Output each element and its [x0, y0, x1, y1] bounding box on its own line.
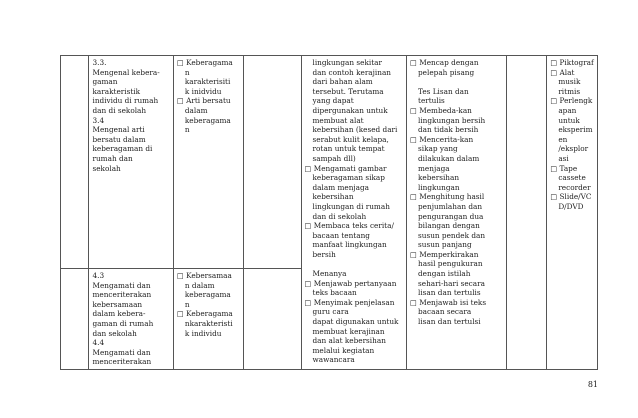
text-line: lingkungan di rumah — [312, 201, 390, 211]
text-line: n — [184, 67, 190, 77]
empty-cell — [243, 269, 301, 370]
kd-cell — [89, 56, 173, 269]
text-line: dengan istilah — [418, 269, 471, 279]
text-line: □ Membaca teks cerita/ — [304, 221, 394, 231]
text-line: menjaga — [418, 163, 450, 173]
text-line: □ Slide/VC — [550, 192, 592, 202]
text-line: lisan dan tertulis — [418, 288, 481, 298]
text-line: serabut kulit kelapa, — [312, 134, 389, 144]
text-line: lingkungan bersih — [418, 115, 486, 125]
text-line — [305, 259, 404, 269]
text-line: /eksplor — [558, 144, 589, 154]
text-line: keberagama — [184, 115, 231, 125]
text-line: □ Menjawab pertanyaan — [304, 278, 397, 288]
text-line: dan di sekolah — [92, 105, 147, 115]
text-line: □ Mencap dengan — [410, 58, 479, 67]
text-line: Mengenal kebera- — [92, 67, 160, 77]
text-line: wawancara — [312, 355, 355, 365]
text-line: menceriterakan — [92, 290, 152, 300]
text-line: hasil pengukuran — [418, 259, 483, 269]
text-line: lingkungan — [418, 182, 460, 192]
text-line: membuat alat — [312, 115, 364, 125]
text-line: bersatu dalam — [92, 134, 146, 144]
text-line: susun pendek dan — [418, 230, 486, 240]
text-line: guru cara — [312, 307, 349, 317]
text-line: bacaan tentang — [312, 230, 370, 240]
text-line: dalam kebera- — [92, 309, 146, 319]
text-line: □ Piktograf — [550, 58, 594, 67]
text-line: rumah dan — [92, 153, 133, 163]
text-line: dalam menjaga — [312, 182, 370, 192]
text-line: □ Alat — [550, 67, 575, 77]
sumber-cell — [547, 56, 598, 370]
text-line: asi — [558, 153, 569, 163]
text-line: □ Mengamati gambar — [304, 163, 387, 173]
table-row — [61, 56, 598, 269]
text-line: karakterisiti — [184, 77, 231, 87]
text-line: kebersihan — [418, 173, 460, 183]
text-line: teks bacaan — [312, 288, 357, 298]
text-line: □ Menghitung hasil — [410, 192, 485, 202]
text-line: untuk — [558, 115, 580, 125]
text-line: tertulis — [418, 96, 445, 106]
text-line: sekolah — [92, 163, 121, 173]
text-line: dipergunakan untuk — [312, 105, 388, 115]
text-line: membuat kerajinan — [312, 326, 385, 336]
number-cell — [61, 269, 89, 370]
text-line: □ Mencerita-kan — [410, 134, 474, 144]
text-line: bacaan secara — [418, 307, 472, 317]
text-line: karakteristik — [92, 86, 141, 96]
text-line: dan contoh kerajinan — [312, 67, 392, 77]
text-line: 3.3. — [92, 58, 107, 67]
text-line: □ Menyimak penjelasan — [304, 297, 395, 307]
text-line: keberagaman sikap — [312, 173, 385, 183]
text-line: □ Kebersamaa — [176, 271, 232, 280]
page-number: 81 — [587, 380, 598, 389]
kd-cell — [89, 269, 173, 370]
text-line: □ Tape — [550, 163, 578, 173]
text-line: k inidvidu — [184, 86, 222, 96]
text-line: dan sekolah — [92, 328, 137, 338]
text-line: bilangan dengan — [418, 221, 480, 231]
text-line: n — [184, 299, 190, 309]
empty-cell — [243, 56, 301, 269]
text-line: □ Arti bersatu — [176, 96, 231, 106]
text-line: dilakukan dalam — [418, 153, 480, 163]
text-line: 4.4 — [92, 338, 105, 348]
text-line: Mengamati dan — [92, 347, 151, 357]
text-line: Mengamati dan — [92, 280, 151, 290]
text-line: sikap yang — [418, 144, 458, 154]
text-line: 4.3 — [92, 271, 105, 280]
text-line: tersebut. Terutama — [312, 86, 384, 96]
text-line: melalui kegiatan — [312, 345, 375, 355]
text-line: □ Membeda-kan — [410, 105, 472, 115]
text-line: dan tidak bersih — [418, 125, 479, 135]
text-line: lisan dan tertulsi — [418, 317, 481, 327]
text-line: D/DVD — [558, 201, 584, 211]
text-line: sehari-hari secara — [418, 278, 485, 288]
text-line: menceriterakan — [92, 357, 152, 367]
text-line: recorder — [558, 182, 591, 192]
text-line: kebersihan (kesed dari — [312, 125, 398, 135]
text-line: gaman — [92, 77, 118, 87]
text-line: kebersihan — [312, 192, 354, 202]
text-line: penjumlahan dan — [418, 201, 483, 211]
text-line: □ Memperkirakan — [410, 249, 479, 259]
text-line: manfaat lingkungan — [312, 240, 387, 250]
indikator-cell — [173, 269, 243, 370]
text-line: keberagama — [184, 290, 231, 300]
text-line: n — [184, 125, 190, 135]
text-line: dalam — [184, 105, 208, 115]
text-line: □ Menjawab isi teks — [410, 297, 487, 307]
alokasi-cell — [507, 56, 547, 370]
kegiatan-cell — [301, 56, 407, 370]
text-line: susun panjang — [418, 240, 472, 250]
text-line: nkarakteristi — [184, 318, 233, 328]
text-line: bersih — [312, 249, 336, 259]
text-line: en — [558, 134, 568, 144]
text-line: Mengenal arti — [92, 125, 145, 135]
text-line: □ Keberagama — [176, 309, 233, 319]
text-line: □ Keberagama — [176, 58, 233, 67]
text-line — [410, 77, 503, 87]
text-line: individu di rumah — [92, 96, 159, 106]
text-line: musik — [558, 77, 581, 87]
text-line: gaman di rumah — [92, 318, 154, 328]
text-line: dari bahan alam — [312, 77, 373, 87]
text-line: Tes Lisan dan — [418, 86, 469, 96]
text-line: rotan untuk tempat — [312, 144, 385, 154]
text-line: eksperim — [558, 125, 593, 135]
text-line: cassete — [558, 173, 586, 183]
text-line: lingkungan sekitar — [312, 58, 383, 67]
text-line: dan di sekolah — [312, 211, 367, 221]
text-line: □ Perlengk — [550, 96, 593, 106]
text-line: apan — [558, 105, 577, 115]
text-line: pengurangan dua — [418, 211, 484, 221]
syllabus-table — [60, 55, 598, 370]
text-line: sampah dll) — [312, 153, 356, 163]
text-line: yang dapat — [312, 96, 354, 106]
number-cell — [61, 56, 89, 269]
text-line: Menanya — [312, 269, 347, 279]
text-line: keberagaman di — [92, 144, 153, 154]
penilaian-cell — [407, 56, 507, 370]
text-line: ritmis — [558, 86, 581, 96]
text-line: pelepah pisang — [418, 67, 475, 77]
text-line: dapat digunakan untuk — [312, 317, 399, 327]
text-line: 3.4 — [92, 115, 105, 125]
text-line: kebersamaan — [92, 299, 143, 309]
text-line: n dalam — [184, 280, 215, 290]
indikator-cell — [173, 56, 243, 269]
text-line: dan alat kebersihan — [312, 336, 386, 346]
text-line: k individu — [184, 328, 222, 338]
